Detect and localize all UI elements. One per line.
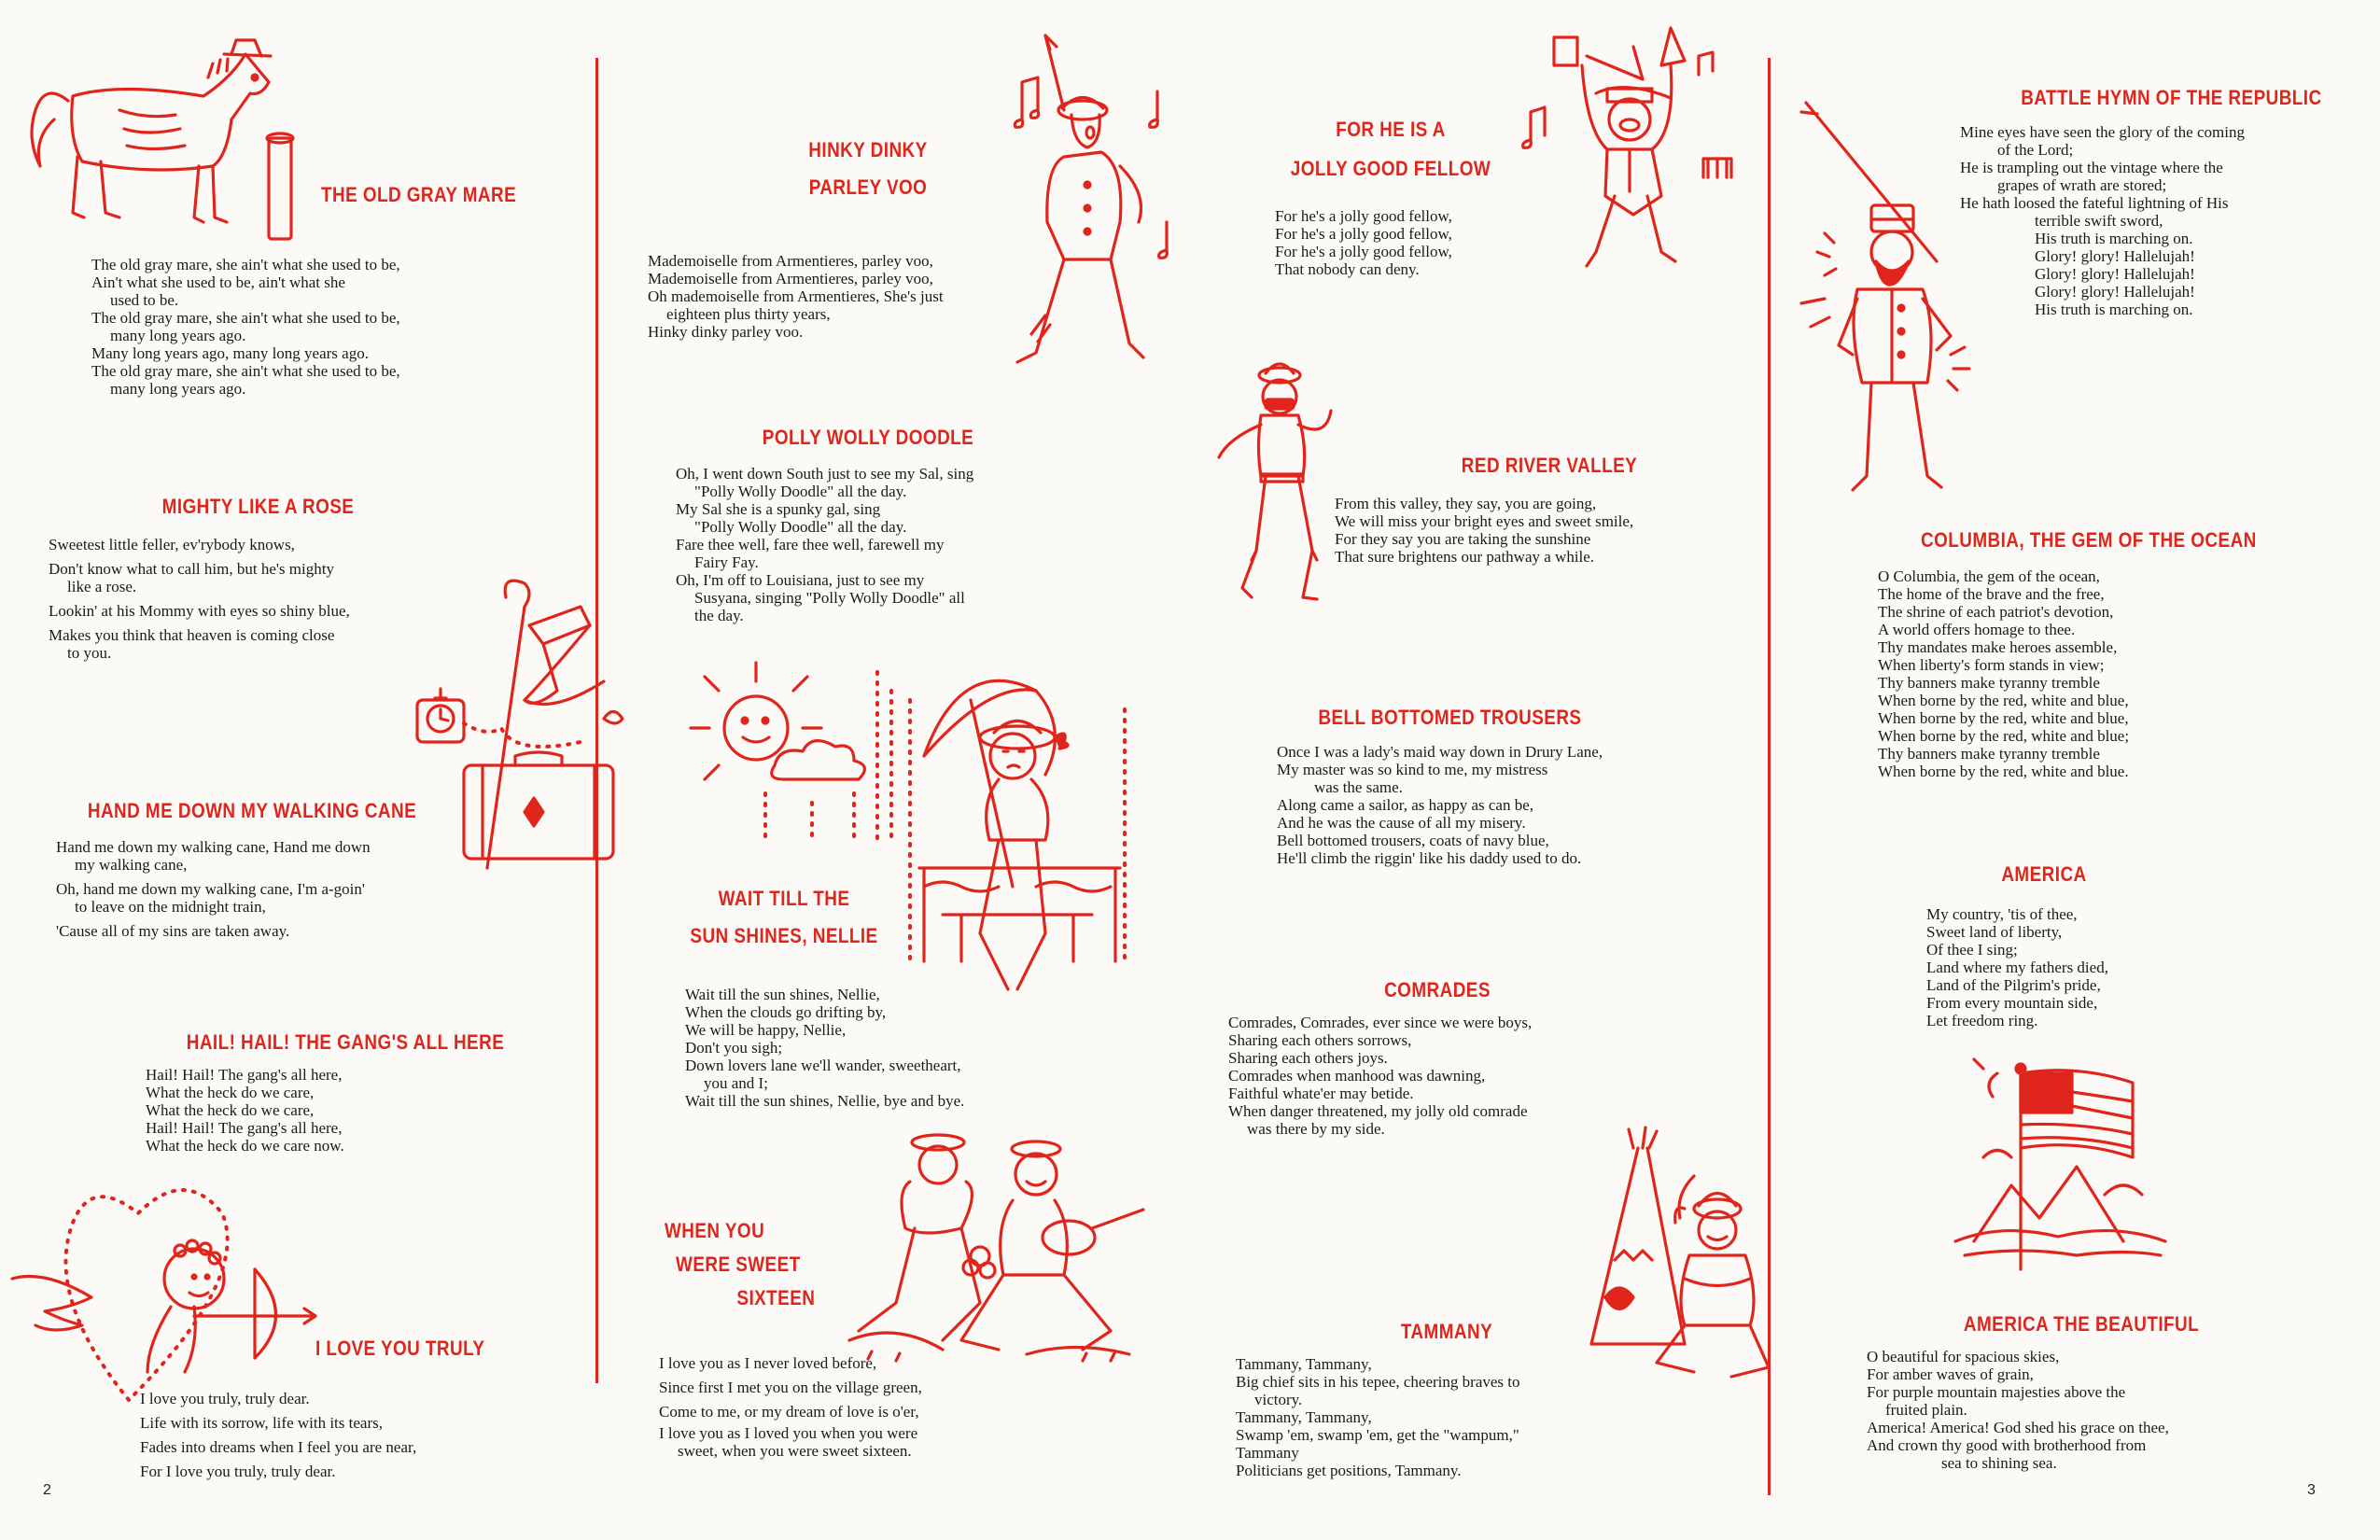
song-title-walking-cane: HAND ME DOWN MY WALKING CANE bbox=[87, 799, 417, 822]
lyric-line: From this valley, they say, you are going, bbox=[1335, 495, 1597, 512]
lyric-line: many long years ago. bbox=[110, 327, 246, 344]
song-title-america-the-beautiful: AMERICA THE BEAUTIFUL bbox=[1963, 1312, 2200, 1336]
lyric-line: to you. bbox=[67, 644, 112, 662]
lyrics-bell-bottomed-trousers bbox=[1277, 743, 1603, 867]
lyric-line: Sweetest little feller, ev'rybody knows, bbox=[49, 536, 295, 553]
lyric-line: His truth is marching on. bbox=[2035, 230, 2193, 247]
lyric-line: Since first I met you on the village green, bbox=[659, 1379, 922, 1396]
lyric-line: Life with its sorrow, life with its tears, bbox=[140, 1414, 383, 1432]
song-title-wait-till-sun-shines-line2: SUN SHINES, NELLIE bbox=[690, 924, 878, 947]
lyric-line: When borne by the red, white and blue, bbox=[1878, 692, 2129, 709]
lyrics-old-gray-mare bbox=[91, 256, 400, 398]
lyric-line: For they say you are taking the sunshine bbox=[1335, 530, 1591, 548]
lyric-line: And crown thy good with brotherhood from bbox=[1867, 1436, 2147, 1454]
lyric-line: fruited plain. bbox=[1885, 1401, 1967, 1419]
lyric-line: Tammany bbox=[1236, 1444, 1299, 1462]
lyric-line: sweet, when you were sweet sixteen. bbox=[678, 1442, 912, 1460]
song-title-jolly-good-fellow-line2: JOLLY GOOD FELLOW bbox=[1290, 157, 1491, 180]
lyric-line: What the heck do we care, bbox=[146, 1101, 315, 1119]
lyric-line: From every mountain side, bbox=[1926, 994, 2098, 1012]
lyric-line: When borne by the red, white and blue. bbox=[1878, 763, 2129, 780]
page-number-left: 2 bbox=[43, 1482, 51, 1498]
horse-illustration bbox=[17, 26, 306, 241]
lyric-line: was the same. bbox=[1314, 778, 1403, 796]
lyric-line: My country, 'tis of thee, bbox=[1926, 905, 2078, 923]
lyric-line: We will be happy, Nellie, bbox=[685, 1021, 847, 1039]
lyric-line: like a rose. bbox=[67, 578, 137, 595]
lyric-line: Let freedom ring. bbox=[1926, 1012, 2038, 1029]
lyrics-jolly-good-fellow bbox=[1275, 207, 1452, 278]
lyric-line: Fare thee well, fare thee well, farewell my bbox=[676, 536, 945, 553]
lyric-line: Land of the Pilgrim's pride, bbox=[1926, 976, 2101, 994]
lyrics-sweet-sixteen bbox=[659, 1351, 922, 1460]
lyric-line: was there by my side. bbox=[1247, 1120, 1385, 1138]
lyric-line: Bell bottomed trousers, coats of navy blue, bbox=[1277, 832, 1549, 849]
lyric-line: When borne by the red, white and blue, bbox=[1878, 709, 2129, 727]
sweet-sixteen-couple-illustration bbox=[840, 1116, 1148, 1368]
tammany-chief-tepee-illustration bbox=[1582, 1120, 1769, 1391]
lyric-line: For I love you truly, truly dear. bbox=[140, 1463, 336, 1480]
lyric-line: Lookin' at his Mommy with eyes so shiny blue, bbox=[49, 602, 350, 620]
song-title-bell-bottomed-trousers: BELL BOTTOMED TROUSERS bbox=[1318, 706, 1582, 729]
lyrics-america bbox=[1926, 905, 2108, 1029]
lyric-line: Come to me, or my dream of love is o'er, bbox=[659, 1403, 919, 1421]
lyrics-comrades bbox=[1228, 1014, 1532, 1138]
lyric-line: I love you as I loved you when you were bbox=[659, 1424, 918, 1442]
lyric-line: Comrades when manhood was dawning, bbox=[1228, 1067, 1486, 1085]
song-title-sweet-sixteen-line1: WHEN YOU bbox=[665, 1219, 765, 1242]
page-number-right: 3 bbox=[2307, 1482, 2316, 1498]
lyric-line: many long years ago. bbox=[110, 380, 246, 398]
lyrics-polly-wolly-doodle bbox=[676, 465, 973, 624]
lyric-line: A world offers homage to thee. bbox=[1878, 621, 2076, 638]
soldier-illustration bbox=[1008, 35, 1195, 390]
lyric-line: Comrades, Comrades, ever since we were boys, bbox=[1228, 1014, 1533, 1031]
lyric-line: Of thee I sing; bbox=[1926, 941, 2018, 959]
lyric-line: Sharing each others joys. bbox=[1228, 1049, 1388, 1067]
lyric-line: Don't know what to call him, but he's mighty bbox=[49, 560, 334, 578]
lyric-line: eighteen plus thirty years, bbox=[666, 305, 831, 323]
lyric-line: My Sal she is a spunky gal, sing bbox=[676, 500, 881, 518]
lyric-line: Land where my fathers died, bbox=[1926, 959, 2108, 976]
lyric-line: Mademoiselle from Armentieres, parley voo, bbox=[648, 252, 933, 270]
lyric-line: The old gray mare, she ain't what she used to be, bbox=[91, 362, 400, 380]
lyric-line: to leave on the midnight train, bbox=[75, 898, 266, 916]
song-title-hinky-dinky-line2: PARLEY VOO bbox=[808, 175, 928, 199]
lyric-line: I love you truly, truly dear. bbox=[140, 1390, 310, 1407]
lyric-line: When the clouds go drifting by, bbox=[685, 1003, 887, 1021]
lyric-line: He'll climb the riggin' like his daddy used to do. bbox=[1277, 849, 1582, 867]
lyric-line: the day. bbox=[694, 607, 744, 624]
lyric-line: sea to shining sea. bbox=[1941, 1454, 2057, 1472]
lyric-line: Don't you sigh; bbox=[685, 1039, 783, 1057]
song-title-jolly-good-fellow-line1: FOR HE IS A bbox=[1336, 118, 1446, 141]
lyric-line: Hail! Hail! The gang's all here, bbox=[146, 1066, 343, 1084]
lyrics-gangs-all-here bbox=[146, 1066, 344, 1155]
song-title-wait-till-sun-shines bbox=[664, 887, 904, 948]
lyric-line: Glory! glory! Hallelujah! bbox=[2035, 247, 2195, 265]
song-title-sweet-sixteen-line3: SIXTEEN bbox=[736, 1286, 816, 1309]
sun-clouds-illustration bbox=[691, 653, 896, 840]
song-title-hinky-dinky bbox=[748, 138, 988, 200]
lyric-line: Thy mandates make heroes assemble, bbox=[1878, 638, 2118, 656]
lyric-line: For purple mountain majesties above the bbox=[1867, 1383, 2126, 1401]
lyric-line: We will miss your bright eyes and sweet smile, bbox=[1335, 512, 1634, 530]
song-title-columbia: COLUMBIA, THE GEM OF THE OCEAN bbox=[1921, 528, 2257, 552]
song-title-america: AMERICA bbox=[2001, 862, 2087, 886]
lyrics-red-river-valley bbox=[1335, 495, 1633, 566]
lyric-line: Hinky dinky parley voo. bbox=[648, 323, 804, 341]
flag-mountains-illustration bbox=[1946, 1055, 2170, 1269]
lyrics-hinky-dinky bbox=[648, 252, 944, 341]
lyric-line: my walking cane, bbox=[75, 856, 188, 874]
lyric-line: Sweet land of liberty, bbox=[1926, 923, 2063, 941]
lyric-line: Glory! glory! Hallelujah! bbox=[2035, 265, 2195, 283]
lyric-line: What the heck do we care now. bbox=[146, 1137, 344, 1155]
lyric-line: Fades into dreams when I feel you are near, bbox=[140, 1438, 417, 1456]
lyrics-tammany bbox=[1236, 1355, 1520, 1479]
song-title-i-love-you-truly: I LOVE YOU TRULY bbox=[315, 1337, 485, 1360]
lyric-line: The old gray mare, she ain't what she used to be, bbox=[91, 309, 400, 327]
lyric-line: Politicians get positions, Tammany. bbox=[1236, 1462, 1462, 1479]
lyric-line: you and I; bbox=[704, 1074, 768, 1092]
song-title-hinky-dinky-line1: HINKY DINKY bbox=[808, 138, 928, 161]
song-title-gangs-all-here: HAIL! HAIL! THE GANG'S ALL HERE bbox=[186, 1030, 505, 1054]
lyric-line: That nobody can deny. bbox=[1275, 260, 1420, 278]
lyric-line: grapes of wrath are stored; bbox=[1997, 176, 2167, 194]
song-title-old-gray-mare: THE OLD GRAY MARE bbox=[321, 183, 517, 206]
lyrics-mighty-like-a-rose bbox=[49, 536, 350, 662]
lyrics-columbia bbox=[1878, 567, 2129, 780]
lyric-line: Glory! glory! Hallelujah! bbox=[2035, 283, 2195, 301]
song-title-tammany: TAMMANY bbox=[1400, 1320, 1493, 1343]
lyric-line: He hath loosed the fateful lightning of His bbox=[1960, 194, 2229, 212]
lyric-line: Mine eyes have seen the glory of the coming bbox=[1960, 123, 2245, 141]
lyric-line: That sure brightens our pathway a while. bbox=[1335, 548, 1595, 566]
lyric-line: Susyana, singing "Polly Wolly Doodle" all bbox=[694, 589, 965, 607]
song-title-mighty-like-a-rose: MIGHTY LIKE A ROSE bbox=[161, 495, 355, 518]
lyric-line: Mademoiselle from Armentieres, parley voo, bbox=[648, 270, 933, 287]
lyric-line: Hail! Hail! The gang's all here, bbox=[146, 1119, 343, 1137]
lyric-line: Along came a sailor, as happy as can be, bbox=[1277, 796, 1533, 814]
lyric-line: Thy banners make tyranny tremble bbox=[1878, 674, 2100, 692]
lyrics-battle-hymn bbox=[1960, 123, 2245, 318]
lyric-line: Oh mademoiselle from Armentieres, She's just bbox=[648, 287, 944, 305]
lyrics-i-love-you-truly bbox=[140, 1387, 416, 1484]
lyric-line: 'Cause all of my sins are taken away. bbox=[56, 922, 290, 940]
lyric-line: Fairy Fay. bbox=[694, 553, 759, 571]
lyric-line: Hand me down my walking cane, Hand me down bbox=[56, 838, 371, 856]
lyric-line: The old gray mare, she ain't what she used to be, bbox=[91, 256, 400, 273]
lyric-line: What the heck do we care, bbox=[146, 1084, 315, 1101]
lyrics-wait-till-sun-shines bbox=[685, 986, 964, 1110]
lyric-line: Tammany, Tammany, bbox=[1236, 1408, 1372, 1426]
lyric-line: Thy banners make tyranny tremble bbox=[1878, 745, 2100, 763]
song-title-jolly-good-fellow bbox=[1270, 118, 1511, 181]
lyric-line: of the Lord; bbox=[1997, 141, 2074, 159]
lyrics-walking-cane bbox=[56, 838, 371, 940]
lyric-line: Once I was a lady's maid way down in Drury Lane, bbox=[1277, 743, 1603, 761]
lyric-line: Oh, I'm off to Louisiana, just to see my bbox=[676, 571, 925, 589]
lyric-line: Big chief sits in his tepee, cheering braves to bbox=[1236, 1373, 1520, 1391]
lyric-line: When borne by the red, white and blue; bbox=[1878, 727, 2130, 745]
lyric-line: I love you as I never loved before, bbox=[659, 1354, 877, 1372]
lyrics-america-the-beautiful bbox=[1867, 1348, 2169, 1472]
lyric-line: He is trampling out the vintage where the bbox=[1960, 159, 2223, 176]
lyric-line: used to be. bbox=[110, 291, 179, 309]
lyric-line: The home of the brave and the free, bbox=[1878, 585, 2105, 603]
lyric-line: My master was so kind to me, my mistress bbox=[1277, 761, 1548, 778]
lyric-line: O Columbia, the gem of the ocean, bbox=[1878, 567, 2100, 585]
lyric-line: O beautiful for spacious skies, bbox=[1867, 1348, 2060, 1365]
lyric-line: For he's a jolly good fellow, bbox=[1275, 207, 1452, 225]
lyric-line: When danger threatened, my jolly old comrade bbox=[1228, 1102, 1528, 1120]
nellie-illustration bbox=[905, 653, 1129, 1008]
lyric-line: For amber waves of grain, bbox=[1867, 1365, 2034, 1383]
civil-war-soldier-illustration bbox=[1797, 103, 1983, 504]
song-title-battle-hymn: BATTLE HYMN OF THE REPUBLIC bbox=[2021, 86, 2322, 109]
lyric-line: America! America! God shed his grace on thee, bbox=[1867, 1419, 2169, 1436]
song-title-sweet-sixteen-line2: WERE SWEET bbox=[676, 1253, 801, 1276]
lyric-line: And he was the cause of all my misery. bbox=[1277, 814, 1526, 832]
lyric-line: Wait till the sun shines, Nellie, bye and bye. bbox=[685, 1092, 965, 1110]
lyric-line: For he's a jolly good fellow, bbox=[1275, 225, 1452, 243]
song-title-wait-till-sun-shines-line1: WAIT TILL THE bbox=[718, 887, 850, 910]
lyric-line: "Polly Wolly Doodle" all the day. bbox=[694, 483, 907, 500]
lyric-line: Oh, hand me down my walking cane, I'm a-goin' bbox=[56, 880, 365, 898]
lyric-line: terrible swift sword, bbox=[2035, 212, 2163, 230]
lyric-line: victory. bbox=[1254, 1391, 1303, 1408]
lyric-line: Ain't what she used to be, ain't what she bbox=[91, 273, 345, 291]
jolly-fellow-illustration bbox=[1531, 28, 1745, 280]
lyric-line: "Polly Wolly Doodle" all the day. bbox=[694, 518, 907, 536]
lyric-line: When liberty's form stands in view; bbox=[1878, 656, 2105, 674]
lyric-line: Oh, I went down South just to see my Sal, sing bbox=[676, 465, 974, 483]
lyric-line: Down lovers lane we'll wander, sweetheart, bbox=[685, 1057, 961, 1074]
lyric-line: Many long years ago, many long years ago. bbox=[91, 344, 369, 362]
lyric-line: Sharing each others sorrows, bbox=[1228, 1031, 1412, 1049]
lyric-line: Wait till the sun shines, Nellie, bbox=[685, 986, 880, 1003]
song-title-comrades: COMRADES bbox=[1384, 978, 1491, 1001]
cupid-illustration bbox=[7, 1157, 315, 1400]
song-title-polly-wolly-doodle: POLLY WOLLY DOODLE bbox=[762, 426, 974, 449]
lyric-line: His truth is marching on. bbox=[2035, 301, 2193, 318]
cane-hat-suitcase-illustration bbox=[394, 588, 646, 887]
lyric-line: For he's a jolly good fellow, bbox=[1275, 243, 1452, 260]
song-title-red-river-valley: RED RIVER VALLEY bbox=[1461, 454, 1638, 477]
lyric-line: Makes you think that heaven is coming close bbox=[49, 626, 335, 644]
lyric-line: Tammany, Tammany, bbox=[1236, 1355, 1372, 1373]
lyric-line: Swamp 'em, swamp 'em, get the "wampum," bbox=[1236, 1426, 1519, 1444]
song-title-sweet-sixteen bbox=[665, 1219, 815, 1310]
lyric-line: The shrine of each patriot's devotion, bbox=[1878, 603, 2114, 621]
lyric-line: Faithful whate'er may betide. bbox=[1228, 1085, 1414, 1102]
